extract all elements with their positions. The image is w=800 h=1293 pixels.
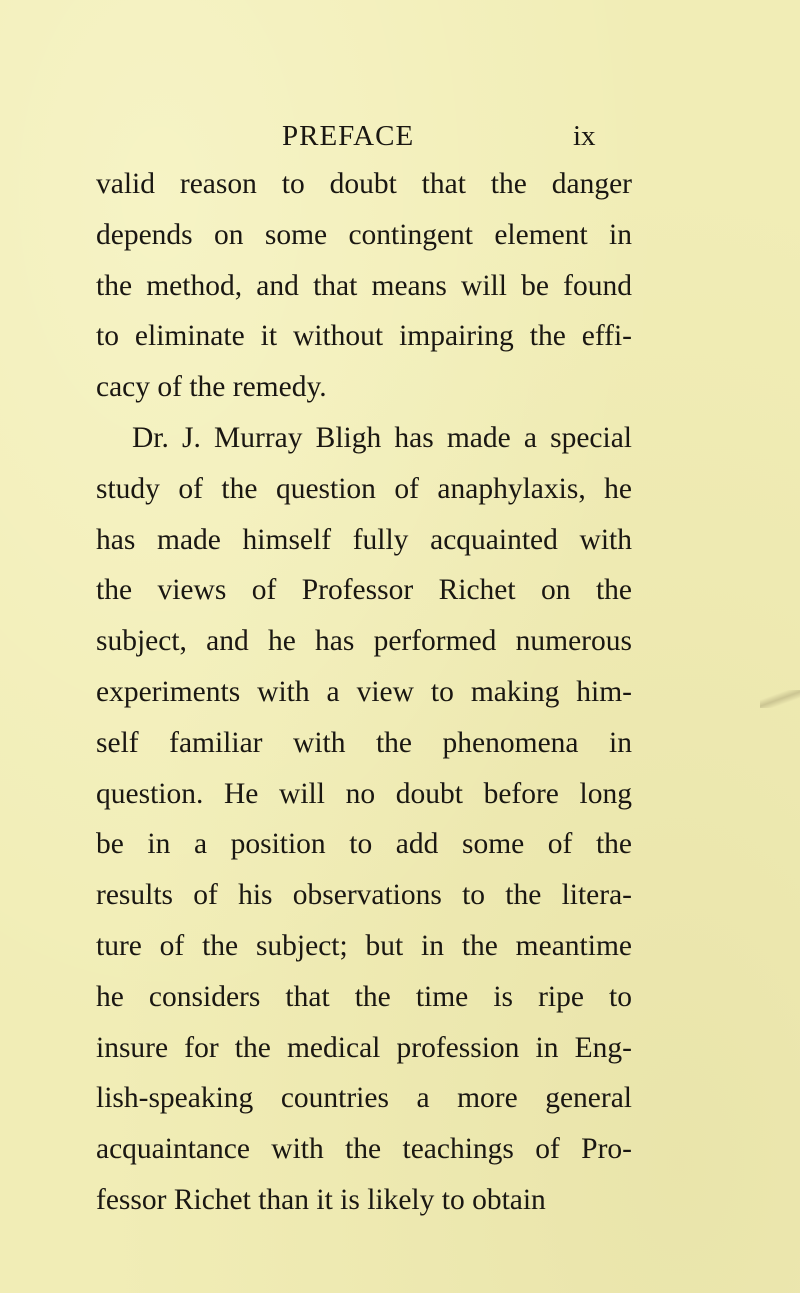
text-line: lish-speaking countries a more general (96, 1082, 632, 1115)
text-line: has made himself fully acquainted with (96, 523, 632, 556)
text-line: study of the question of anaphylaxis, he (96, 472, 632, 505)
text-line: self familiar with the phenomena in (96, 726, 632, 759)
text-line: depends on some contingent element in (96, 218, 632, 251)
text-line: be in a position to add some of the (96, 828, 632, 861)
paper-crease (760, 690, 800, 708)
text-line: the method, and that means will be found (96, 269, 632, 302)
text-line: to eliminate it without impairing the effi- (96, 320, 632, 353)
text-line: he considers that the time is ripe to (96, 980, 632, 1013)
text-line: experiments with a view to making him- (96, 675, 632, 708)
text-line: question. He will no doubt before long (96, 777, 632, 810)
text-line: Dr. J. Murray Bligh has made a special (132, 421, 632, 454)
body-text (96, 159, 632, 1226)
text-line: subject, and he has performed numerous (96, 625, 632, 658)
text-line: insure for the medical profession in Eng- (96, 1031, 632, 1064)
text-line: results of his observations to the litera- (96, 879, 632, 912)
text-line: cacy of the remedy. (96, 371, 327, 404)
text-line: the views of Professor Richet on the (96, 574, 632, 607)
page-number: ix (573, 120, 596, 152)
running-title: PREFACE (282, 120, 415, 152)
text-line: valid reason to doubt that the danger (96, 168, 632, 200)
running-head (0, 118, 800, 154)
text-line: ture of the subject; but in the meantime (96, 929, 632, 962)
text-line: fessor Richet than it is likely to obtain (96, 1183, 546, 1216)
text-line: acquaintance with the teachings of Pro- (96, 1133, 632, 1166)
